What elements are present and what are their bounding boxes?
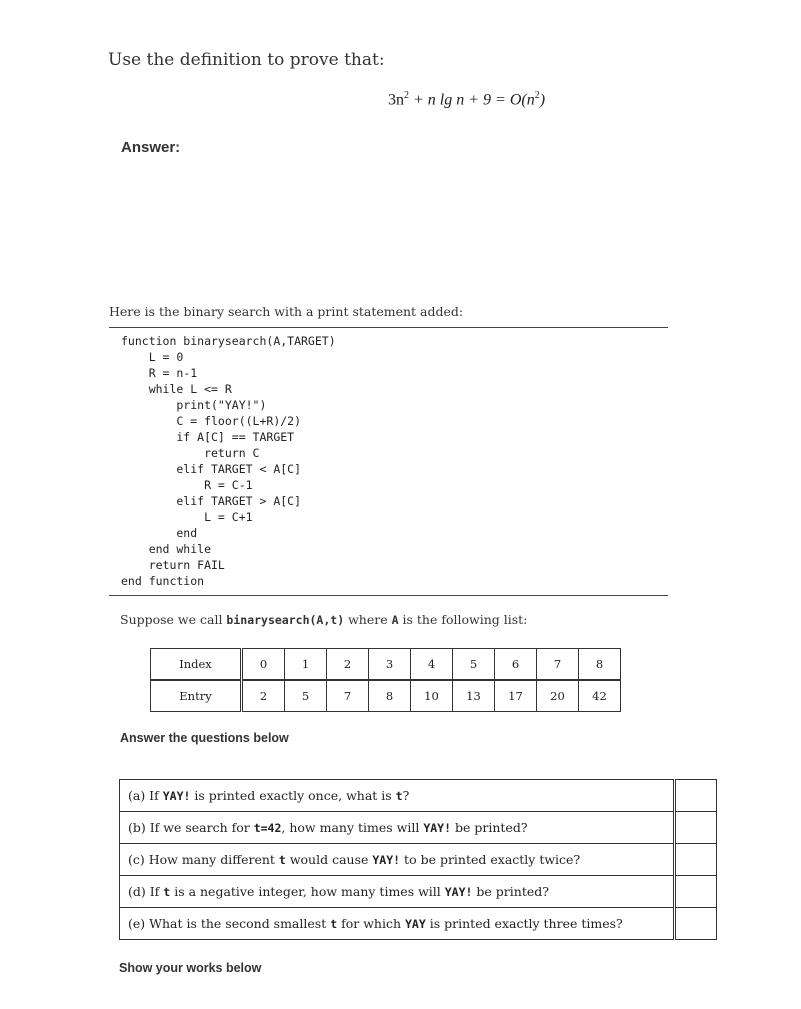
question-text-fragment: (c) How many different bbox=[128, 852, 279, 867]
index-header: Index bbox=[151, 649, 242, 681]
question-code-fragment: t=42 bbox=[253, 821, 282, 835]
questions-table bbox=[119, 779, 717, 940]
formula-big-o: O bbox=[509, 91, 522, 109]
code-line: L = C+1 bbox=[121, 510, 253, 524]
problem-heading: Use the definition to prove that: bbox=[108, 50, 385, 70]
index-cell: 8 bbox=[579, 649, 621, 681]
index-cell: 5 bbox=[453, 649, 495, 681]
index-cell: 4 bbox=[411, 649, 453, 681]
formula-exponent-2: 2 bbox=[534, 90, 540, 101]
code-line: end while bbox=[121, 542, 212, 556]
question-code-fragment: t bbox=[163, 885, 171, 899]
index-cell: 1 bbox=[285, 649, 327, 681]
code-line: end bbox=[121, 526, 198, 540]
question-text bbox=[120, 844, 675, 876]
code-bottom-rule bbox=[109, 595, 668, 596]
question-row bbox=[120, 876, 717, 908]
entry-cell: 5 bbox=[285, 680, 327, 712]
question-text-fragment: ? bbox=[402, 788, 410, 803]
entry-cell: 7 bbox=[327, 680, 369, 712]
code-line: while L <= R bbox=[121, 382, 232, 396]
question-text-fragment: be printed? bbox=[451, 820, 528, 835]
question-text bbox=[120, 908, 675, 940]
code-line: elif TARGET > A[C] bbox=[121, 494, 302, 508]
suppose-pre: Suppose we call bbox=[120, 612, 227, 627]
entry-cell: 20 bbox=[537, 680, 579, 712]
question-code-fragment: YAY! bbox=[372, 853, 401, 867]
question-code-fragment: YAY! bbox=[444, 885, 473, 899]
suppose-var: A bbox=[391, 613, 399, 627]
question-text bbox=[120, 812, 675, 844]
index-row bbox=[151, 649, 621, 681]
formula-term-3: (n bbox=[521, 91, 535, 109]
question-text-fragment: (d) If bbox=[128, 884, 164, 899]
code-line: return FAIL bbox=[121, 558, 225, 572]
suppose-post: is the following list: bbox=[398, 612, 528, 627]
question-text-fragment: would cause bbox=[285, 852, 373, 867]
question-text-fragment: is a negative integer, how many times will bbox=[170, 884, 445, 899]
question-text-fragment: to be printed exactly twice? bbox=[400, 852, 581, 867]
index-cell: 7 bbox=[537, 649, 579, 681]
question-text bbox=[120, 876, 675, 908]
code-line: end function bbox=[121, 574, 205, 588]
question-row bbox=[120, 844, 717, 876]
formula-exponent-1: 2 bbox=[404, 90, 409, 101]
code-intro-text: Here is the binary search with a print statement added: bbox=[109, 304, 464, 319]
formula-term-4: ) bbox=[539, 91, 546, 109]
show-work-label: Show your works below bbox=[119, 961, 262, 975]
index-cell: 3 bbox=[369, 649, 411, 681]
question-text-fragment: for which bbox=[337, 916, 405, 931]
entry-row bbox=[151, 680, 621, 712]
answer-cell[interactable] bbox=[675, 908, 717, 940]
question-code-fragment: YAY! bbox=[162, 789, 191, 803]
code-line: R = n-1 bbox=[121, 366, 198, 380]
code-line: R = C-1 bbox=[121, 478, 253, 492]
binary-search-code bbox=[121, 333, 336, 589]
big-o-formula bbox=[388, 90, 545, 109]
entry-cell: 10 bbox=[411, 680, 453, 712]
question-code-fragment: t bbox=[330, 917, 338, 931]
answer-label: Answer: bbox=[121, 139, 181, 156]
code-line: return C bbox=[121, 446, 260, 460]
answer-questions-label: Answer the questions below bbox=[120, 731, 289, 745]
index-cell: 2 bbox=[327, 649, 369, 681]
question-text bbox=[120, 780, 675, 812]
formula-term-1: 3n bbox=[388, 91, 404, 109]
question-text-fragment: (b) If we search for bbox=[128, 820, 254, 835]
question-code-fragment: YAY bbox=[405, 917, 426, 931]
question-row bbox=[120, 812, 717, 844]
question-text-fragment: , how many times will bbox=[281, 820, 424, 835]
suppose-mid: where bbox=[344, 612, 392, 627]
question-code-fragment: t bbox=[395, 789, 403, 803]
question-text-fragment: is printed exactly three times? bbox=[425, 916, 623, 931]
code-line: elif TARGET < A[C] bbox=[121, 462, 302, 476]
formula-term-2: + n lg n + 9 = bbox=[409, 91, 510, 109]
code-line: C = floor((L+R)/2) bbox=[121, 414, 302, 428]
code-line: if A[C] == TARGET bbox=[121, 430, 295, 444]
question-code-fragment: t bbox=[278, 853, 286, 867]
suppose-call: binarysearch(A,t) bbox=[226, 613, 345, 627]
question-row bbox=[120, 908, 717, 940]
entry-cell: 42 bbox=[579, 680, 621, 712]
entry-cell: 8 bbox=[369, 680, 411, 712]
entry-cell: 17 bbox=[495, 680, 537, 712]
code-line: function binarysearch(A,TARGET) bbox=[121, 334, 336, 348]
index-cell: 6 bbox=[495, 649, 537, 681]
question-text-fragment: is printed exactly once, what is bbox=[190, 788, 396, 803]
answer-cell[interactable] bbox=[675, 844, 717, 876]
question-text-fragment: be printed? bbox=[472, 884, 549, 899]
answer-cell[interactable] bbox=[675, 812, 717, 844]
question-row bbox=[120, 780, 717, 812]
entry-header: Entry bbox=[151, 680, 242, 712]
index-cell: 0 bbox=[242, 649, 285, 681]
entry-cell: 13 bbox=[453, 680, 495, 712]
answer-cell[interactable] bbox=[675, 780, 717, 812]
answer-cell[interactable] bbox=[675, 876, 717, 908]
code-line: L = 0 bbox=[121, 350, 184, 364]
code-top-rule bbox=[109, 327, 668, 328]
question-code-fragment: YAY! bbox=[423, 821, 452, 835]
suppose-text bbox=[120, 612, 527, 627]
code-line: print("YAY!") bbox=[121, 398, 267, 412]
entry-cell: 2 bbox=[242, 680, 285, 712]
question-text-fragment: (e) What is the second smallest bbox=[128, 916, 331, 931]
question-text-fragment: (a) If bbox=[128, 788, 163, 803]
array-table bbox=[150, 648, 621, 712]
